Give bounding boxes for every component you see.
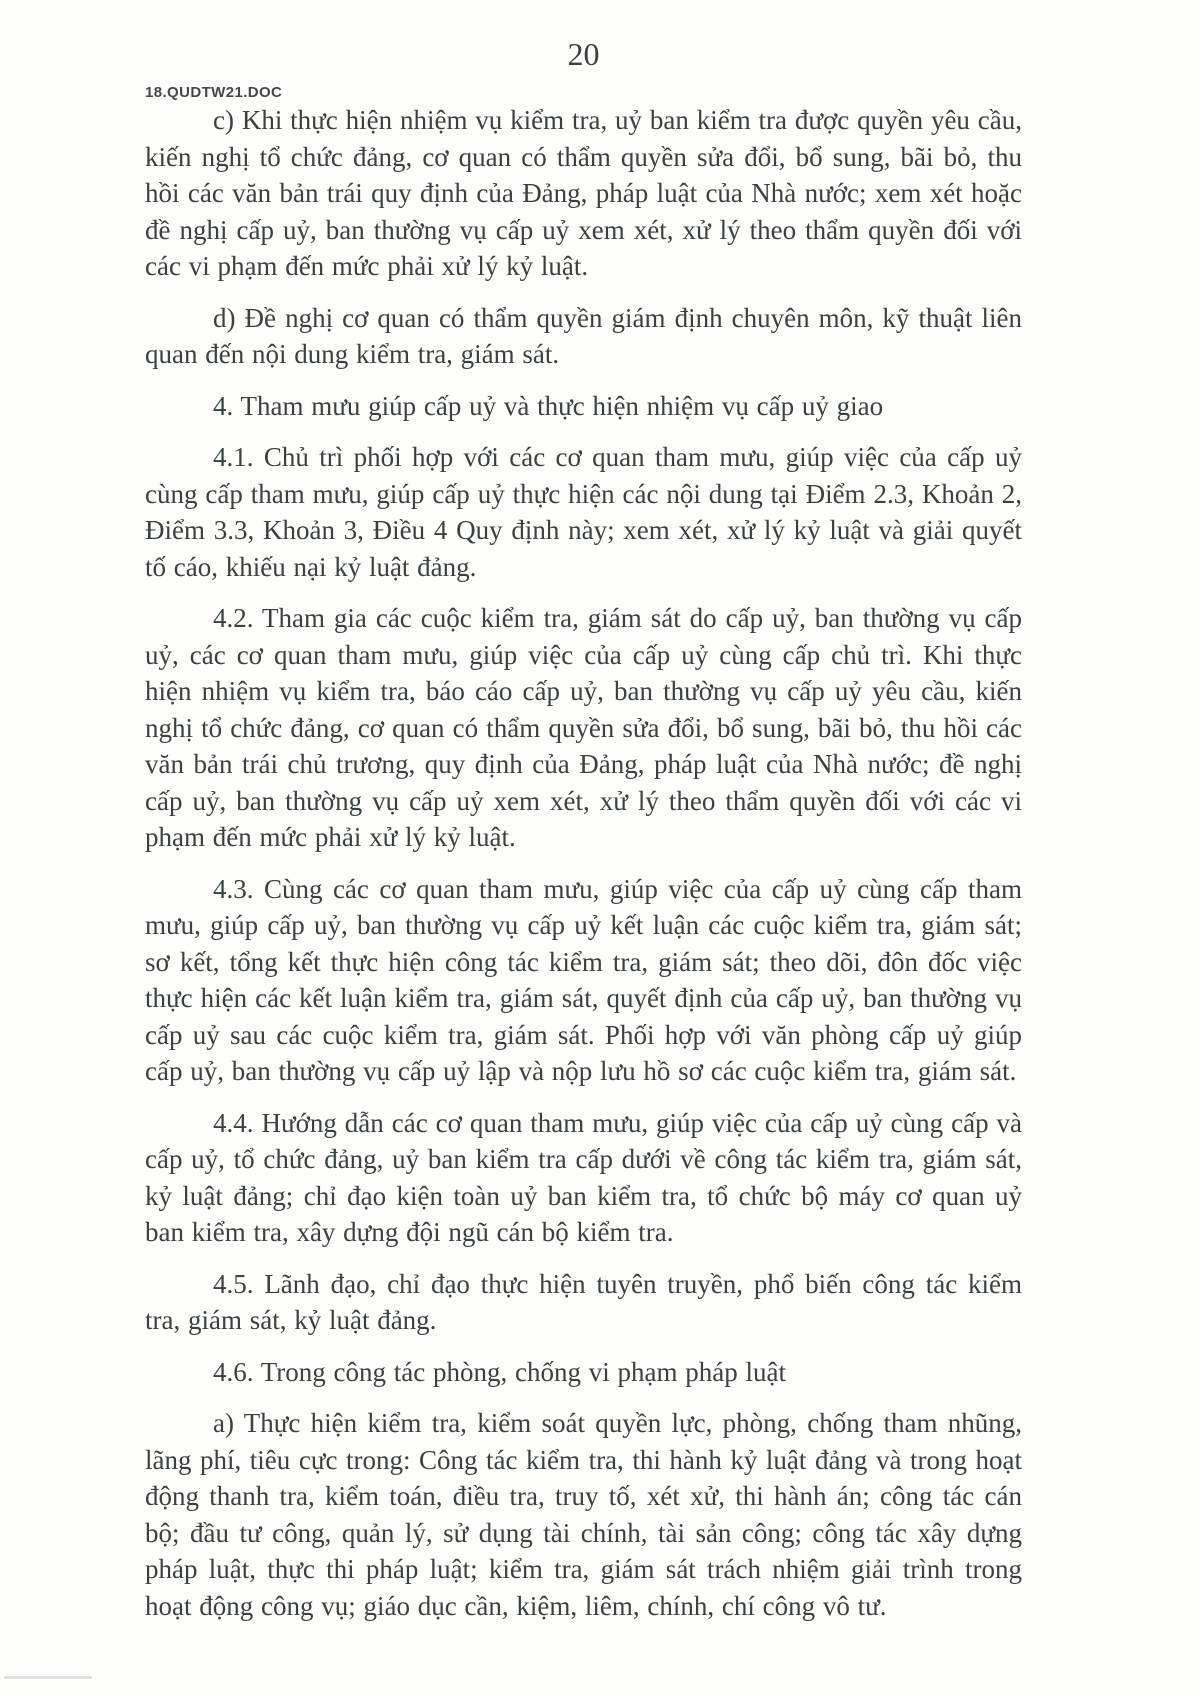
paragraph-4-5: 4.5. Lãnh đạo, chỉ đạo thực hiện tuyên truyền, phổ biến công tác kiểm tra, giám sát, kỷ luật đảng. <box>145 1268 1022 1335</box>
page-number: 20 <box>567 36 600 72</box>
heading-section-4-6: 4.6. Trong công tác phòng, chống vi phạm pháp luật <box>213 1356 786 1387</box>
paragraph-4-1: 4.1. Chủ trì phối hợp với các cơ quan tham mưu, giúp việc của cấp uỷ cùng cấp tham mưu, giúp cấp uỷ thực hiện các nội dung tại Điểm 2.3, Khoản 2, Điểm 3.3, Khoản 3, Điều 4 Quy định này; xem xét, xử lý kỷ luật và giải quyết tố cáo, khiếu nại kỷ luật đảng. <box>145 442 1022 582</box>
paragraph-4-3: 4.3. Cùng các cơ quan tham mưu, giúp việc của cấp uỷ cùng cấp tham mưu, giúp cấp uỷ, ban thường vụ cấp uỷ kết luận các cuộc kiểm tra, giám sát; sơ kết, tổng kết thực hiện công tác kiểm tra, giám sát; theo dõi, đôn đốc việc thực hiện các kết luận kiểm tra, giám sát, quyết định của cấp uỷ, ban thường vụ cấp uỷ sau các cuộc kiểm tra, giám sát. Phối hợp với văn phòng cấp uỷ giúp cấp uỷ, ban thường vụ cấp uỷ lập và nộp lưu hồ sơ các cuộc kiểm tra, giám sát. <box>145 873 1022 1086</box>
paragraph-item-c: c) Khi thực hiện nhiệm vụ kiểm tra, uỷ ban kiểm tra được quyền yêu cầu, kiến nghị tổ chức đảng, cơ quan có thẩm quyền sửa đổi, bổ sung, bãi bỏ, thu hồi các văn bản trái quy định của Đảng, pháp luật của Nhà nước; xem xét hoặc đề nghị cấp uỷ, ban thường vụ cấp uỷ xem xét, xử lý theo thẩm quyền đối với các vi phạm đến mức phải xử lý kỷ luật. <box>145 105 1022 281</box>
scan-artifact-mark <box>4 1676 92 1679</box>
heading-section-4: 4. Tham mưu giúp cấp uỷ và thực hiện nhiệm vụ cấp uỷ giao <box>213 390 884 421</box>
paragraph-item-d: d) Đề nghị cơ quan có thẩm quyền giám định chuyên môn, kỹ thuật liên quan đến nội dung kiểm tra, giám sát. <box>145 302 1022 369</box>
paragraph-item-a: a) Thực hiện kiểm tra, kiểm soát quyền lực, phòng, chống tham nhũng, lãng phí, tiêu cực trong: Công tác kiểm tra, thi hành kỷ luật đảng và trong hoạt động thanh tra, kiểm toán, điều tra, truy tố, xét xử, thi hành án; công tác cán bộ; đầu tư công, quản lý, sử dụng tài chính, tài sản công; công tác xây dựng pháp luật, thực thi pháp luật; kiểm tra, giám sát trách nhiệm giải trình trong hoạt động công vụ; giáo dục cần, kiệm, liêm, chính, chí công vô tư. <box>145 1408 1022 1621</box>
document-filename-header: 18.QUDTW21.DOC <box>145 84 283 101</box>
paragraph-4-4: 4.4. Hướng dẫn các cơ quan tham mưu, giúp việc của cấp uỷ cùng cấp và cấp uỷ, tổ chức đảng, uỷ ban kiểm tra cấp dưới về công tác kiểm tra, giám sát, kỷ luật đảng; chỉ đạo kiện toàn uỷ ban kiểm tra, tổ chức bộ máy cơ quan uỷ ban kiểm tra, xây dựng đội ngũ cán bộ kiểm tra. <box>145 1107 1022 1247</box>
paragraph-4-2: 4.2. Tham gia các cuộc kiểm tra, giám sát do cấp uỷ, ban thường vụ cấp uỷ, các cơ quan tham mưu, giúp việc của cấp uỷ cùng cấp chủ trì. Khi thực hiện nhiệm vụ kiểm tra, báo cáo cấp uỷ, ban thường vụ cấp uỷ yêu cầu, kiến nghị tổ chức đảng, cơ quan có thẩm quyền sửa đổi, bổ sung, bãi bỏ, thu hồi các văn bản trái chủ trương, quy định của Đảng, pháp luật của Nhà nước; đề nghị cấp uỷ, ban thường vụ cấp uỷ xem xét, xử lý theo thẩm quyền đối với các vi phạm đến mức phải xử lý kỷ luật. <box>145 603 1022 852</box>
document-body <box>145 102 1022 1639</box>
